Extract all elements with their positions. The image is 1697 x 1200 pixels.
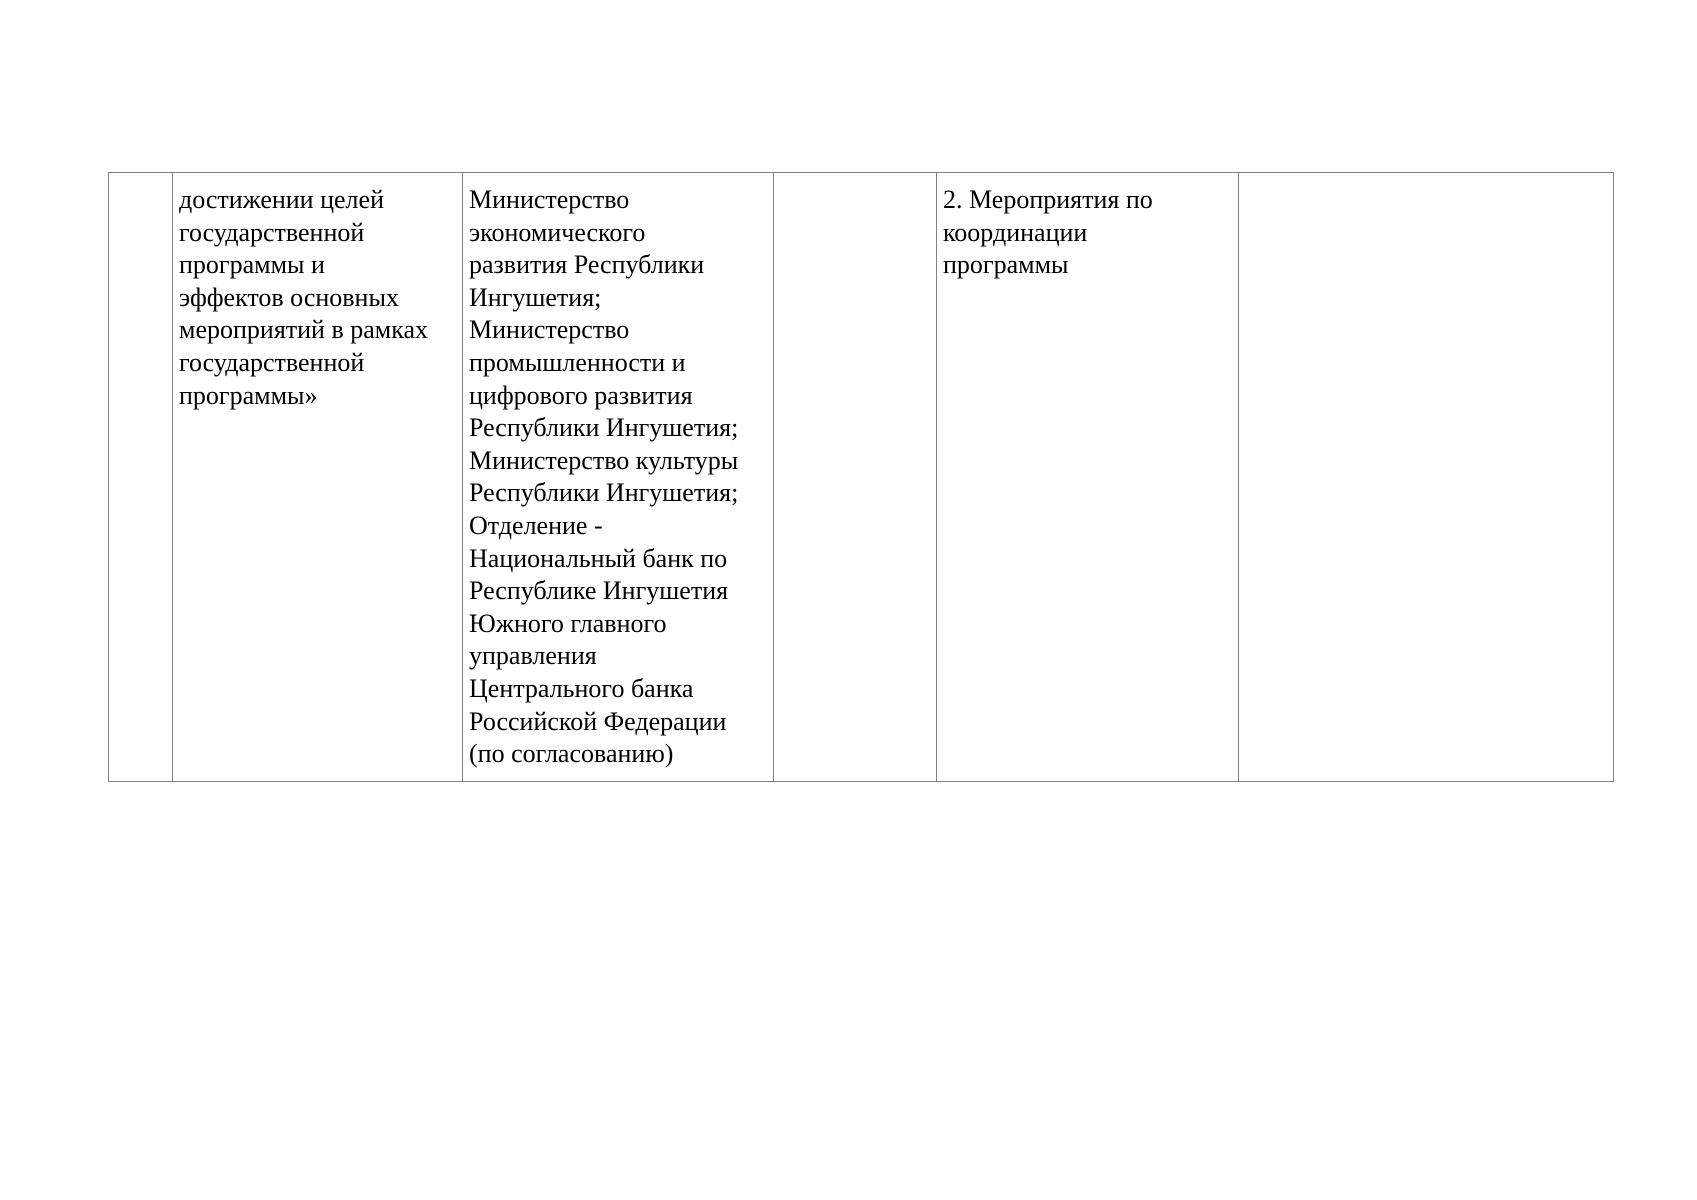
table-row — [109, 173, 1614, 782]
activities-cell: 2. Мероприятия по координации программы — [937, 173, 1239, 782]
notes-cell — [1239, 173, 1614, 782]
description-cell: достижении целей государственной программы и эффектов основных мероприятий в рамках государственной программы» — [173, 173, 463, 782]
responsible-executors-cell: Министерство экономического развития Республики Ингушетия; Министерство промышленности и цифрового развития Республики Ингушетия; Министерство культуры Республики Ингушетия; Отделение - Национальный банк по Республике Ингушетия Южного главного управления Центрального банка Российской Федерации (по согласованию) — [463, 173, 774, 782]
document-table — [108, 172, 1614, 782]
row-number-cell — [109, 173, 173, 782]
empty-cell — [774, 173, 937, 782]
